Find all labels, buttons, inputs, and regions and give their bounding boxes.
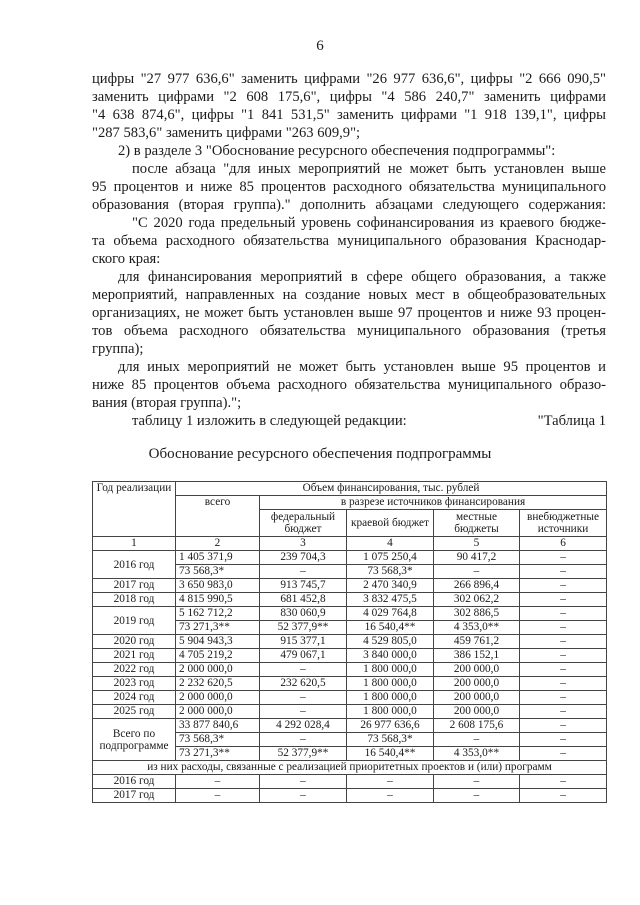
value-cell: –	[176, 775, 260, 789]
year-cell: 2019 год	[93, 607, 176, 635]
text-line: заменить цифрами "2 608 175,6", цифры "4 586 240,7" заменить цифрами	[92, 89, 606, 105]
value-cell: 830 060,9	[260, 607, 347, 621]
year-cell: 2022 год	[93, 663, 176, 677]
value-cell: 200 000,0	[434, 705, 520, 719]
year-cell: 2017 год	[93, 789, 176, 803]
year-cell: 2023 год	[93, 677, 176, 691]
value-cell: 26 977 636,6	[347, 719, 434, 733]
value-cell: 4 705 219,2	[176, 649, 260, 663]
value-cell: –	[434, 733, 520, 747]
text-line: "287 583,6" заменить цифрами "263 609,9";	[92, 125, 361, 141]
table-row	[93, 579, 607, 593]
value-cell: 4 029 764,8	[347, 607, 434, 621]
value-cell: 90 417,2	[434, 551, 520, 565]
year-cell: 2024 год	[93, 691, 176, 705]
value-cell: –	[260, 705, 347, 719]
text-line: образования (вторая группа)." дополнить абзацами следующего содержания:	[92, 197, 606, 213]
text-line: организациях, не может быть установлен выше 97 процентов и ниже 93 процен-	[92, 305, 606, 321]
value-cell: 52 377,9**	[260, 747, 347, 761]
value-cell: –	[347, 789, 434, 803]
header-regional: краевой бюджет	[347, 510, 434, 537]
text-line: группа);	[92, 341, 144, 357]
value-cell: 1 405 371,9	[176, 551, 260, 565]
year-cell: 2017 год	[93, 579, 176, 593]
header-extra: внебюджетные источники	[520, 510, 607, 537]
column-number: 4	[347, 537, 434, 551]
value-cell: 16 540,4**	[347, 621, 434, 635]
value-cell: –	[520, 649, 607, 663]
value-cell: 73 568,3*	[176, 565, 260, 579]
text-line: "4 638 874,6", цифры "1 841 531,5" заменить цифрами "1 918 139,1", цифры	[92, 107, 606, 123]
header-volume: Объем финансирования, тыс. рублей	[176, 482, 607, 496]
value-cell: 266 896,4	[434, 579, 520, 593]
value-cell: –	[520, 593, 607, 607]
value-cell: –	[260, 691, 347, 705]
text-line: вания (вторая группа).";	[92, 395, 242, 411]
value-cell: –	[260, 733, 347, 747]
value-cell: 52 377,9**	[260, 621, 347, 635]
column-number: 2	[176, 537, 260, 551]
text-line: ского края:	[92, 251, 161, 267]
year-cell: 2016 год	[93, 551, 176, 579]
text-line: для иных мероприятий не может быть установлен выше 95 процентов и	[118, 359, 606, 375]
year-cell: Всего по подпрограмме	[93, 719, 176, 761]
priority-label: из них расходы, связанные с реализацией приоритетных проектов и (или) программ	[93, 761, 607, 775]
text-line: для финансирования мероприятий в сфере общего образования, а также	[118, 269, 606, 285]
value-cell: –	[176, 789, 260, 803]
value-cell: –	[520, 705, 607, 719]
value-cell: 73 568,3*	[347, 733, 434, 747]
table-row	[93, 635, 607, 649]
value-cell: 1 800 000,0	[347, 705, 434, 719]
text-line: 95 процентов и ниже 85 процентов расходного обязательства муниципального	[92, 179, 606, 195]
value-cell: –	[520, 733, 607, 747]
value-cell: 3 832 475,5	[347, 593, 434, 607]
value-cell: –	[520, 635, 607, 649]
table-row	[93, 593, 607, 607]
table-row	[93, 705, 607, 719]
value-cell: –	[260, 775, 347, 789]
value-cell: –	[260, 565, 347, 579]
table-row	[93, 677, 607, 691]
table-row	[93, 663, 607, 677]
column-number: 1	[93, 537, 176, 551]
value-cell: –	[434, 565, 520, 579]
text-line: тов объема расходного обязательства муниципального образования (третья	[92, 323, 606, 339]
value-cell: 915 377,1	[260, 635, 347, 649]
table-row	[93, 789, 607, 803]
value-cell: 2 000 000,0	[176, 663, 260, 677]
value-cell: 3 840 000,0	[347, 649, 434, 663]
value-cell: 386 152,1	[434, 649, 520, 663]
value-cell: –	[520, 565, 607, 579]
table-heading: Обоснование ресурсного обеспечения подпрограммы	[148, 446, 492, 462]
table-row	[93, 761, 607, 775]
text-line: 2) в разделе 3 "Обоснование ресурсного обеспечения подпрограммы":	[118, 143, 556, 159]
value-cell: –	[520, 789, 607, 803]
value-cell: 2 470 340,9	[347, 579, 434, 593]
table-row	[93, 719, 607, 733]
value-cell: –	[520, 691, 607, 705]
value-cell: 4 815 990,5	[176, 593, 260, 607]
value-cell: 4 529 805,0	[347, 635, 434, 649]
value-cell: 479 067,1	[260, 649, 347, 663]
financing-table	[92, 481, 607, 803]
value-cell: 1 800 000,0	[347, 677, 434, 691]
value-cell: 5 904 943,3	[176, 635, 260, 649]
table-row	[93, 607, 607, 621]
header-breakdown: в разрезе источников финансирования	[260, 496, 607, 510]
value-cell: –	[520, 621, 607, 635]
table-row	[93, 691, 607, 705]
year-cell: 2016 год	[93, 775, 176, 789]
value-cell: 2 608 175,6	[434, 719, 520, 733]
text-line: ниже 85 процентов объема расходного обязательства муниципального образо-	[92, 377, 606, 393]
value-cell: 73 271,3**	[176, 747, 260, 761]
text-line: таблицу 1 изложить в следующей редакции:	[132, 413, 407, 429]
text-line: мероприятий, направленных на создание новых мест в общеобразовательных	[92, 287, 606, 303]
value-cell: 913 745,7	[260, 579, 347, 593]
value-cell: 200 000,0	[434, 663, 520, 677]
value-cell: 302 062,2	[434, 593, 520, 607]
value-cell: –	[260, 789, 347, 803]
text-line: та объема расходного обязательства муниципального образования Краснодар-	[92, 233, 606, 249]
text-line: после абзаца "для иных мероприятий не может быть установлен выше	[132, 161, 606, 177]
value-cell: 239 704,3	[260, 551, 347, 565]
header-year: Год реализации	[93, 482, 176, 537]
value-cell: –	[520, 607, 607, 621]
year-cell: 2025 год	[93, 705, 176, 719]
value-cell: –	[520, 663, 607, 677]
value-cell: –	[434, 789, 520, 803]
value-cell: –	[520, 551, 607, 565]
value-cell: 4 353,0**	[434, 747, 520, 761]
column-number: 3	[260, 537, 347, 551]
table-row	[93, 775, 607, 789]
value-cell: 1 800 000,0	[347, 663, 434, 677]
value-cell: 2 000 000,0	[176, 691, 260, 705]
page-number: 6	[316, 38, 324, 54]
value-cell: –	[520, 747, 607, 761]
value-cell: –	[520, 677, 607, 691]
value-cell: 73 568,3*	[176, 733, 260, 747]
column-number: 5	[434, 537, 520, 551]
value-cell: 681 452,8	[260, 593, 347, 607]
value-cell: 232 620,5	[260, 677, 347, 691]
table-body	[93, 551, 607, 803]
column-number: 6	[520, 537, 607, 551]
value-cell: 1 800 000,0	[347, 691, 434, 705]
value-cell: 16 540,4**	[347, 747, 434, 761]
value-cell: –	[260, 663, 347, 677]
header-federal: федеральный бюджет	[260, 510, 347, 537]
value-cell: 200 000,0	[434, 691, 520, 705]
value-cell: –	[520, 775, 607, 789]
value-cell: 200 000,0	[434, 677, 520, 691]
header-local: местные бюджеты	[434, 510, 520, 537]
value-cell: 3 650 983,0	[176, 579, 260, 593]
value-cell: –	[347, 775, 434, 789]
value-cell: 459 761,2	[434, 635, 520, 649]
value-cell: 2 000 000,0	[176, 705, 260, 719]
table-row	[93, 649, 607, 663]
value-cell: 5 162 712,2	[176, 607, 260, 621]
table-caption-label: "Таблица 1	[537, 413, 606, 429]
value-cell: –	[520, 579, 607, 593]
text-line: "С 2020 года предельный уровень софинансирования из краевого бюдже-	[132, 215, 606, 231]
value-cell: 4 292 028,4	[260, 719, 347, 733]
text-line: цифры "27 977 636,6" заменить цифрами "26 977 636,6", цифры "2 666 090,5"	[92, 71, 606, 87]
value-cell: 73 568,3*	[347, 565, 434, 579]
value-cell: 302 886,5	[434, 607, 520, 621]
value-cell: 1 075 250,4	[347, 551, 434, 565]
table-row	[93, 551, 607, 565]
header-total: всего	[176, 496, 260, 537]
year-cell: 2020 год	[93, 635, 176, 649]
value-cell: 2 232 620,5	[176, 677, 260, 691]
value-cell: 33 877 840,6	[176, 719, 260, 733]
year-cell: 2021 год	[93, 649, 176, 663]
value-cell: 4 353,0**	[434, 621, 520, 635]
year-cell: 2018 год	[93, 593, 176, 607]
value-cell: –	[520, 719, 607, 733]
value-cell: –	[434, 775, 520, 789]
value-cell: 73 271,3**	[176, 621, 260, 635]
